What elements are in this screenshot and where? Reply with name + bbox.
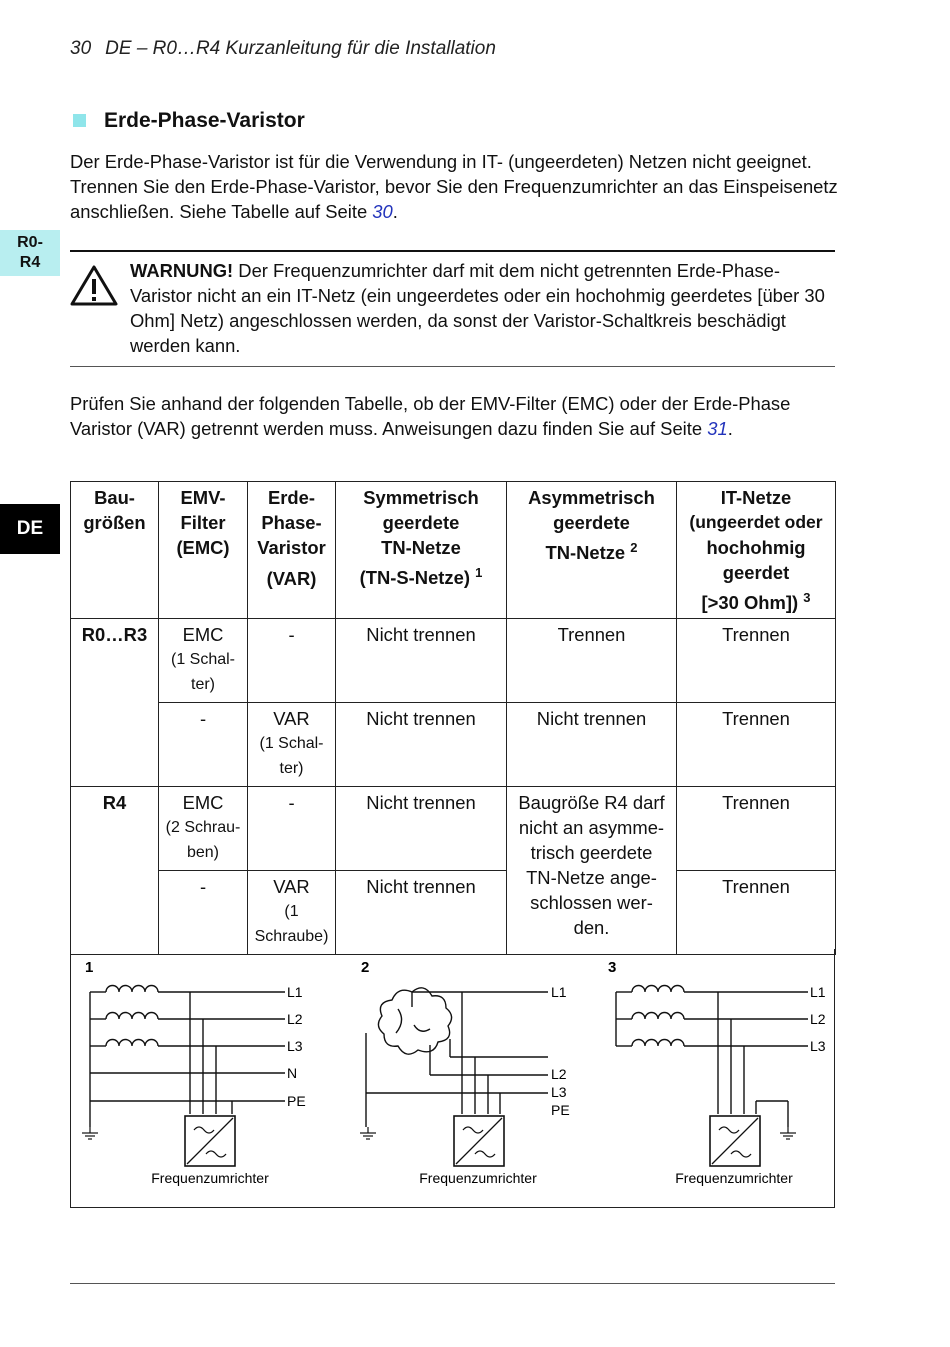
page-number: 30 — [70, 38, 92, 59]
diagram-1-label: L2 — [287, 1011, 303, 1027]
cell-r4-asym: Baugröße R4 darf nicht an asymme- trisch geerdete TN-Netze ange- schlossen wer- den. — [507, 787, 677, 955]
header-title: DE – R0…R4 Kurzanleitung für die Installation — [105, 38, 496, 59]
table-row — [71, 703, 836, 787]
cell-it: Trennen — [677, 787, 836, 871]
warning-top-rule — [70, 250, 835, 252]
cell-var: VAR (1 Schal- ter) — [248, 703, 336, 787]
intro-text: Der Erde-Phase-Varistor ist für die Verwendung in IT- (ungeerdeten) Netzen nicht geeignet. Trennen Sie den Erde-Phase-Varistor, bevor Sie den Frequenzumrichter an das Einspeisenetz anschließen. Siehe Tabelle auf Seite — [70, 151, 838, 222]
cell-emv: EMC (2 Schrau- ben) — [159, 787, 248, 871]
cell-var: - — [248, 787, 336, 871]
intro-end: . — [392, 201, 398, 222]
header-emv-filter: EMV- Filter (EMC) — [159, 482, 248, 619]
cell-emv: - — [159, 871, 248, 955]
check-page-link[interactable]: 31 — [707, 418, 728, 439]
diagram-2 — [360, 959, 570, 1186]
cell-it: Trennen — [677, 703, 836, 787]
table-header-row — [71, 482, 836, 619]
side-tab-de: DE — [0, 504, 60, 554]
diagram-2-caption: Frequenzumrichter — [419, 1170, 537, 1186]
diagram-3-label: L1 — [810, 984, 826, 1000]
cell-it: Trennen — [677, 619, 836, 703]
header-varistor: Erde- Phase- Varistor (VAR) — [248, 482, 336, 619]
side-tab-line2: R4 — [19, 254, 41, 271]
diagram-1-caption: Frequenzumrichter — [151, 1170, 269, 1186]
section-bullet-icon — [73, 114, 86, 127]
cell-sym: Nicht trennen — [336, 787, 507, 871]
cell-size-r4: R4 — [71, 787, 159, 955]
diagram-1-label: PE — [287, 1093, 306, 1109]
cell-emv: EMC (1 Schal- ter) — [159, 619, 248, 703]
cell-sym: Nicht trennen — [336, 871, 507, 955]
table-row — [71, 787, 836, 871]
header-symmetrisch: Symmetrisch geerdete TN-Netze (TN-S-Netze) $^1$ — [336, 482, 507, 619]
diagram-2-number: 2 — [361, 959, 370, 976]
intro-page-link[interactable]: 30 — [372, 201, 393, 222]
warning-text — [130, 258, 835, 358]
check-text: Prüfen Sie anhand der folgenden Tabelle, ob der EMV-Filter (EMC) oder der Erde-Phase Varistor (VAR) getrennt werden muss. Anweisungen dazu finden Sie auf Seite — [70, 393, 791, 439]
section-title: Erde-Phase-Varistor — [104, 109, 305, 132]
diagram-3 — [608, 959, 826, 1186]
cell-var: - — [248, 619, 336, 703]
header-baugroessen: Bau- größen — [71, 482, 159, 619]
diagram-2-label: PE — [551, 1102, 570, 1118]
cell-size-r0-r3: R0…R3 — [71, 619, 159, 787]
diagram-3-label: L2 — [810, 1011, 826, 1027]
cell-emv: - — [159, 703, 248, 787]
table-row — [71, 619, 836, 703]
cell-asym: Nicht trennen — [507, 703, 677, 787]
diagram-2-label: L1 — [551, 984, 567, 1000]
footer-rule — [70, 1283, 835, 1284]
warning-label: WARNUNG! — [130, 260, 234, 281]
warning-bottom-rule — [70, 366, 835, 367]
cell-sym: Nicht trennen — [336, 619, 507, 703]
cell-sym: Nicht trennen — [336, 703, 507, 787]
diagram-2-label: L3 — [551, 1084, 567, 1100]
warning-icon — [70, 264, 118, 306]
diagram-1-label: N — [287, 1065, 298, 1081]
page-header — [70, 38, 496, 60]
diagram-3-number: 3 — [608, 959, 617, 976]
check-paragraph — [70, 391, 840, 441]
diagram-1-number: 1 — [85, 959, 94, 976]
diagram-1-label: L1 — [287, 984, 303, 1000]
table-row — [71, 871, 836, 955]
cell-var: VAR (1 Schraube) — [248, 871, 336, 955]
side-tab-line1: R0- — [17, 234, 43, 251]
disconnect-table — [70, 481, 836, 955]
diagram-2-label: L2 — [551, 1066, 567, 1082]
cell-asym: Trennen — [507, 619, 677, 703]
warning-body: Der Frequenzumrichter darf mit dem nicht getrennten Erde-Phase-Varistor nicht an ein IT-Netz (ein ungeerdetes oder ein hochohmig geerdetes [über 30 Ohm] Netz) angeschlossen werden, da sonst der Varistor-Schaltkreis beschädigt werden kann. — [130, 260, 825, 356]
network-diagrams — [70, 949, 835, 1207]
diagram-3-label: L3 — [810, 1038, 826, 1054]
header-it-netze: IT-Netze (ungeerdet oder hochohmig geerdet [>30 Ohm]) $^3$ — [677, 482, 836, 619]
diagram-3-caption: Frequenzumrichter — [675, 1170, 793, 1186]
diagram-1 — [82, 959, 306, 1186]
side-tab-r0-r4 — [0, 230, 60, 276]
check-end: . — [727, 418, 733, 439]
intro-paragraph — [70, 149, 840, 224]
header-asymmetrisch: Asymmetrisch geerdete TN-Netze $^2$ — [507, 482, 677, 619]
diagram-1-label: L3 — [287, 1038, 303, 1054]
cell-it: Trennen — [677, 871, 836, 955]
